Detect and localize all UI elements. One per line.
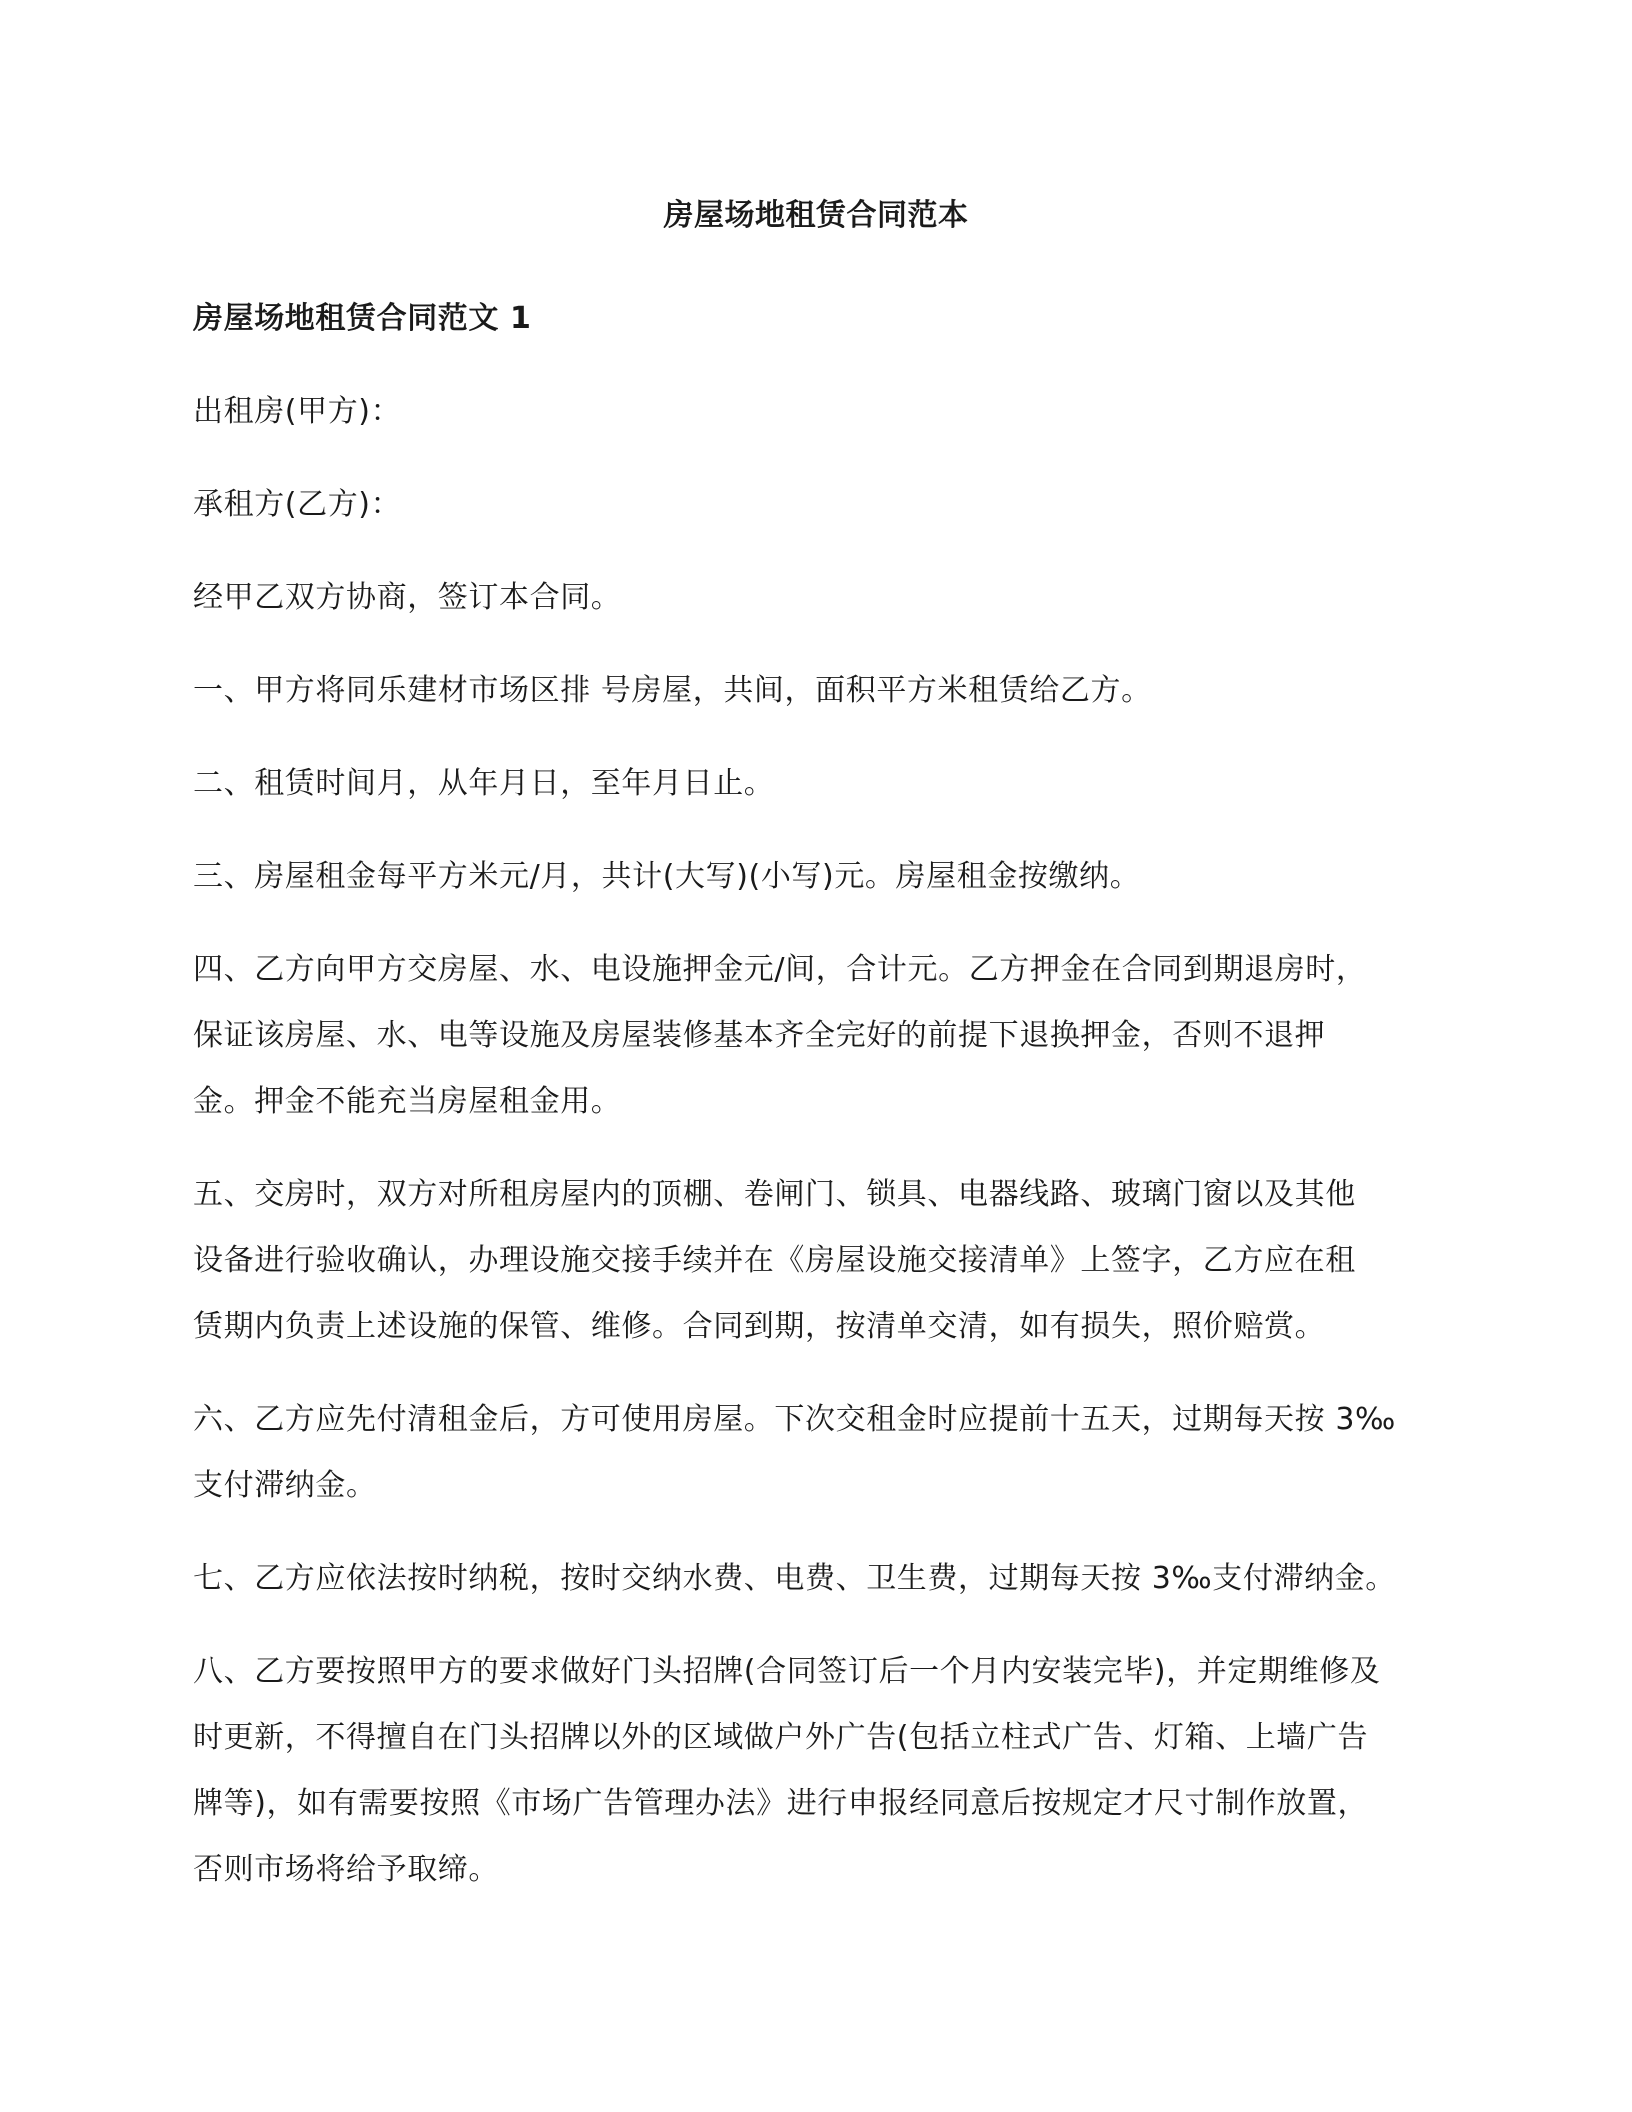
clause-1: 一、甲方将同乐建材市场区排 号房屋，共间，面积平方米租赁给乙方。	[193, 673, 1152, 708]
clause-4-line: 四、乙方向甲方交房屋、水、电设施押金元/间，合计元。乙方押金在合同到期退房时，	[193, 952, 1367, 987]
document-title: 房屋场地租赁合同范本	[663, 198, 969, 233]
lessee-line: 承租方(乙方)：	[193, 487, 402, 522]
clause-6	[193, 1387, 1438, 1519]
clause-6-line: 六、乙方应先付清租金后，方可使用房屋。下次交租金时应提前十五天，过期每天按 3‰	[193, 1402, 1396, 1437]
clause-7: 七、乙方应依法按时纳税，按时交纳水费、电费、卫生费，过期每天按 3‰支付滞纳金。	[193, 1561, 1396, 1596]
lessor-line: 出租房(甲方)：	[193, 394, 402, 429]
clause-5-line: 五、交房时，双方对所租房屋内的顶棚、卷闸门、锁具、电器线路、玻璃门窗以及其他	[193, 1177, 1356, 1212]
clause-4-line: 金。押金不能充当房屋租金用。	[193, 1084, 622, 1119]
clause-4	[193, 937, 1438, 1135]
clause-5-line: 设备进行验收确认，办理设施交接手续并在《房屋设施交接清单》上签字，乙方应在租	[193, 1243, 1356, 1278]
clause-3: 三、房屋租金每平方米元/月，共计(大写)(小写)元。房屋租金按缴纳。	[193, 859, 1141, 894]
clause-8-line: 八、乙方要按照甲方的要求做好门头招牌(合同签订后一个月内安装完毕)，并定期维修及	[193, 1654, 1381, 1689]
clause-2: 二、租赁时间月，从年月日，至年月日止。	[193, 766, 775, 801]
clause-8-line: 牌等)，如有需要按照《市场广告管理办法》进行申报经同意后按规定才尺寸制作放置，	[193, 1786, 1369, 1821]
clause-8	[193, 1639, 1438, 1903]
clause-8-line: 时更新，不得擅自在门头招牌以外的区域做户外广告(包括立柱式广告、灯箱、上墙广告	[193, 1720, 1369, 1755]
clause-5	[193, 1162, 1438, 1360]
clause-6-line: 支付滞纳金。	[193, 1468, 377, 1503]
document-body	[193, 286, 1438, 1930]
clause-4-line: 保证该房屋、水、电等设施及房屋装修基本齐全完好的前提下退换押金，否则不退押	[193, 1018, 1326, 1053]
preamble: 经甲乙双方协商，签订本合同。	[193, 580, 622, 615]
section-heading: 房屋场地租赁合同范文 1	[193, 301, 532, 336]
clause-5-line: 赁期内负责上述设施的保管、维修。合同到期，按清单交清，如有损失，照价赔赏。	[193, 1309, 1326, 1344]
clause-8-line: 否则市场将给予取缔。	[193, 1852, 499, 1887]
